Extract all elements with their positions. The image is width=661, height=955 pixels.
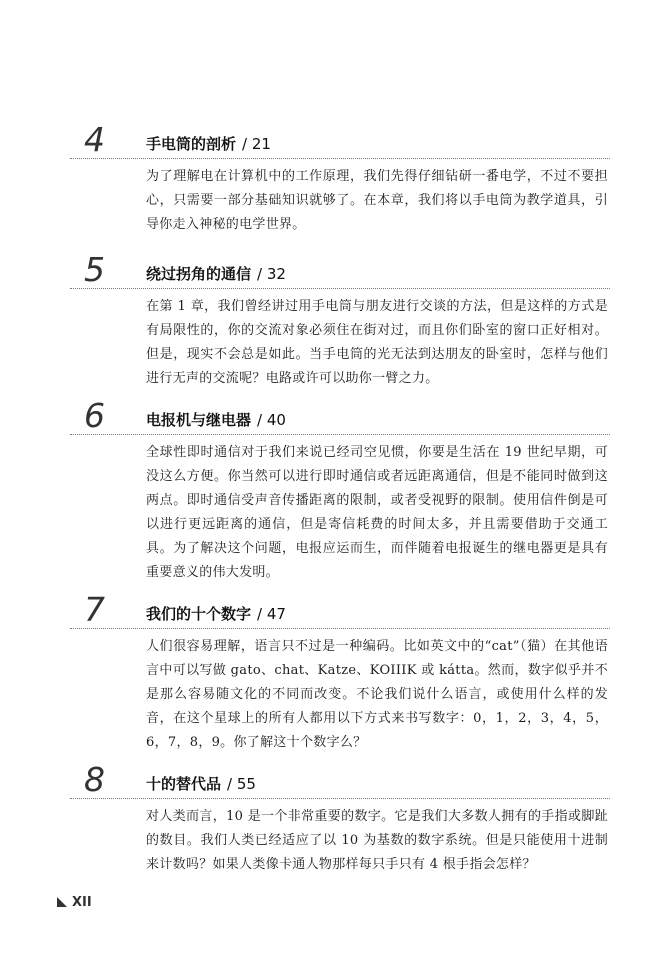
chapter-header [70, 120, 610, 159]
chapter-header [70, 250, 610, 289]
chapter-page-ref: / 47 [257, 605, 286, 623]
chapter-number: 8 [84, 760, 105, 799]
chapter-title-line [146, 263, 286, 284]
chapter-6 [70, 396, 610, 585]
chapter-title: 我们的十个数字 [146, 605, 252, 623]
chapter-header [70, 396, 610, 435]
chapter-summary: 人们很容易理解，语言只不过是一种编码。比如英文中的“cat”（猫）在其他语言中可以写做 gato、chat、Katze、KOIIIK 或 kátta。然而，数字似乎并不是那么容易随文化的不同而改变。不论我们说什么语言，或使用什么样的发音，在这个星球上的所有人都用以下方式来书写数字：0，1，2，3，4，5，6，7，8，9。你了解这十个数字么？ [146, 639, 608, 750]
chapter-number: 6 [84, 396, 105, 435]
chapter-page-ref: / 21 [242, 135, 271, 153]
chapter-header [70, 760, 610, 799]
chapter-title: 十的替代品 [146, 775, 222, 793]
chapter-number: 5 [84, 250, 105, 289]
chapter-title-line [146, 133, 271, 154]
chapter-7 [70, 590, 610, 755]
chapter-title: 手电筒的剖析 [146, 135, 237, 153]
chapter-title: 电报机与继电器 [146, 411, 252, 429]
chapter-5 [70, 250, 610, 391]
chapter-summary: 对人类而言，10 是一个非常重要的数字。它是我们大多数人拥有的手指或脚趾的数目。我们人类已经适应了以 10 为基数的数字系统。但是只能使用十进制来计数吗？如果人类像卡通人物那样每只手只有 4 根手指会怎样？ [146, 809, 608, 872]
chapter-title-line [146, 773, 256, 794]
page-number: XII [72, 895, 92, 910]
chapter-page-ref: / 55 [227, 775, 256, 793]
chapter-title-line [146, 603, 286, 624]
chapter-number: 7 [84, 590, 105, 629]
triangle-marker-icon [57, 897, 67, 907]
chapter-title-line [146, 409, 286, 430]
chapter-number: 4 [84, 120, 105, 159]
chapter-4 [70, 120, 610, 237]
chapter-8 [70, 760, 610, 877]
chapter-summary: 在第 1 章，我们曾经讲过用手电筒与朋友进行交谈的方法，但是这样的方式是有局限性的，你的交流对象必须住在街对过，而且你们卧室的窗口正好相对。但是，现实不会总是如此。当手电筒的光无法到达朋友的卧室时，怎样与他们进行无声的交流呢？电路或许可以助你一臂之力。 [146, 299, 608, 386]
chapter-page-ref: / 32 [257, 265, 286, 283]
chapter-header [70, 590, 610, 629]
chapter-summary: 全球性即时通信对于我们来说已经司空见惯，你要是生活在 19 世纪早期，可没这么方便。你当然可以进行即时通信或者远距离通信，但是不能同时做到这两点。即时通信受声音传播距离的限制，或者受视野的限制。使用信件倒是可以进行更远距离的通信，但是寄信耗费的时间太多，并且需要借助于交通工具。为了解决这个问题，电报应运而生，而伴随着电报诞生的继电器更是具有重要意义的伟大发明。 [146, 445, 608, 580]
chapter-page-ref: / 40 [257, 411, 286, 429]
chapter-summary: 为了理解电在计算机中的工作原理，我们先得仔细钻研一番电学，不过不要担心，只需要一部分基础知识就够了。在本章，我们将以手电筒为教学道具，引导你走入神秘的电学世界。 [146, 169, 608, 232]
page-footer [57, 895, 92, 910]
chapter-title: 绕过拐角的通信 [146, 265, 252, 283]
